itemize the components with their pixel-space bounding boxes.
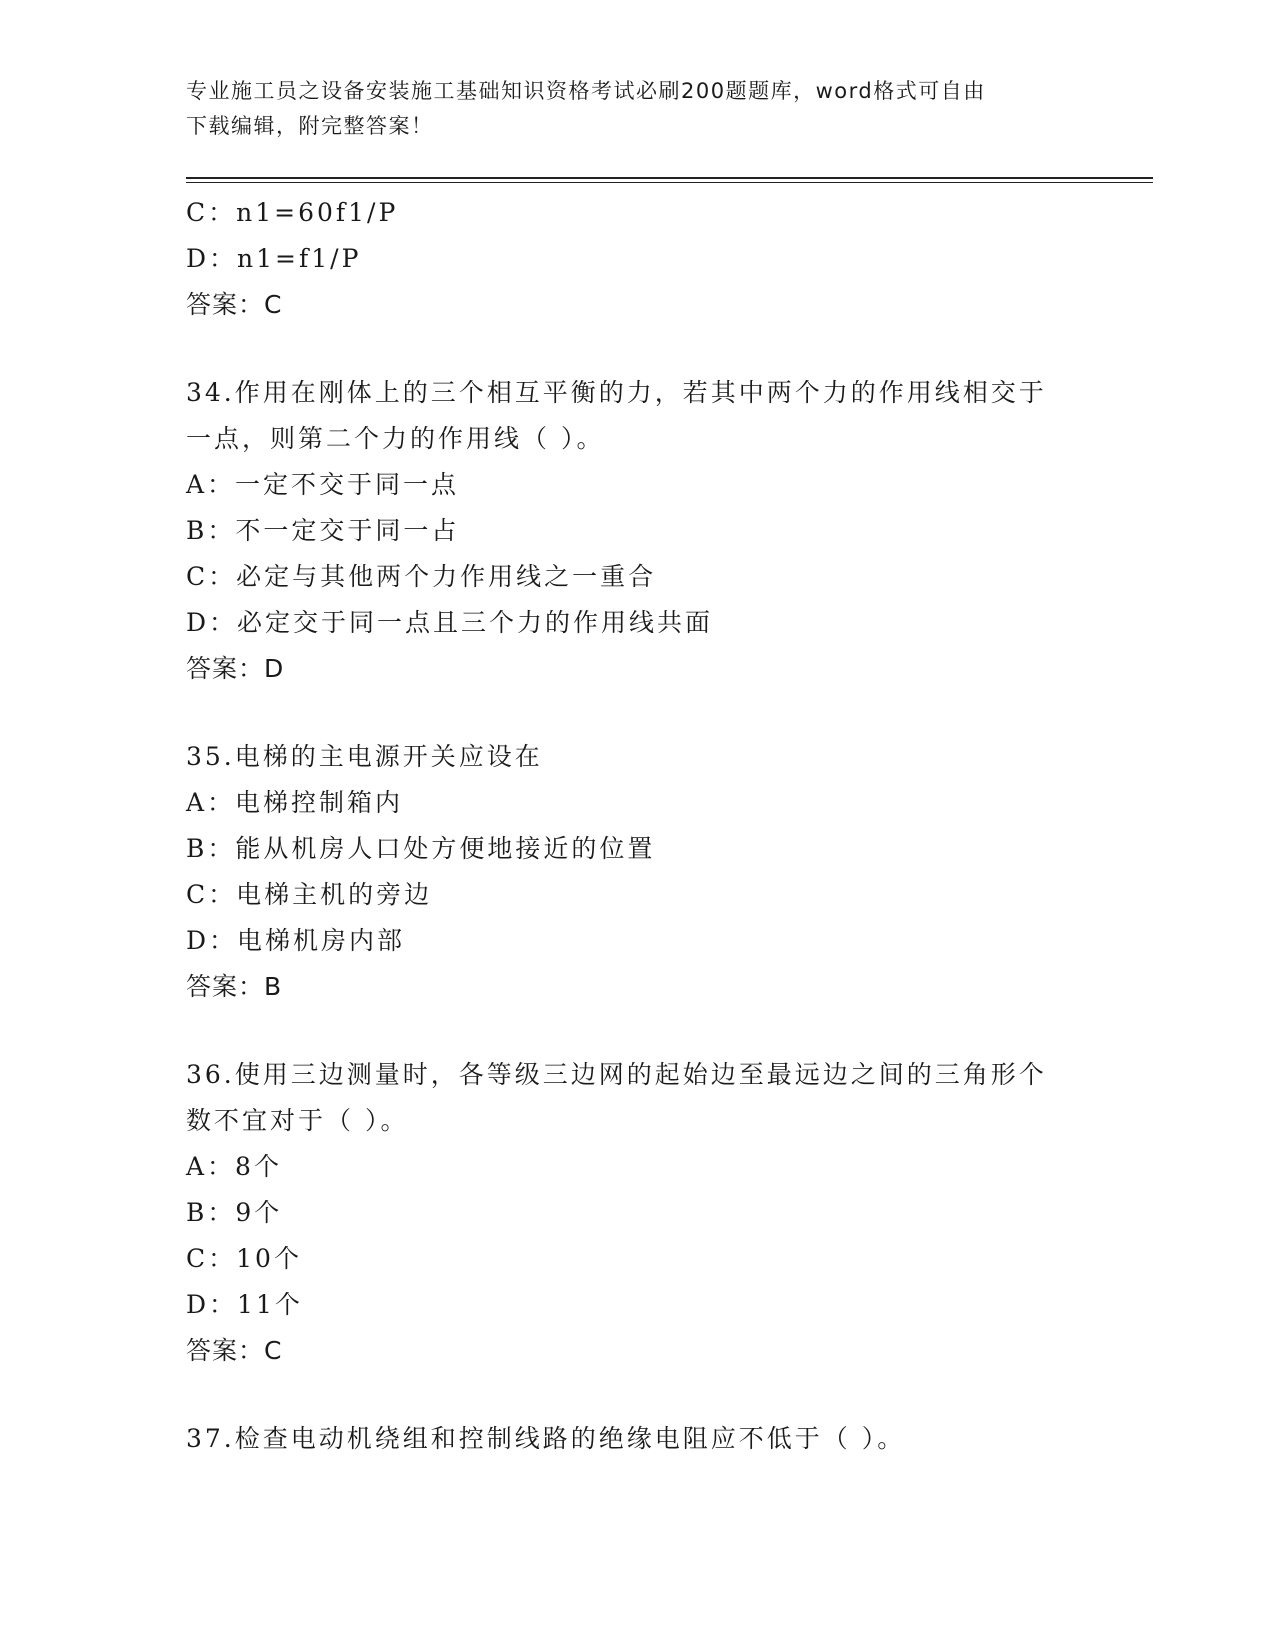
header-divider-thick — [186, 177, 1153, 179]
answer-line: 答案：B — [186, 972, 283, 1001]
header-divider-thin — [186, 182, 1153, 183]
option-d: D：电梯机房内部 — [186, 926, 406, 955]
question-36 — [186, 1052, 1086, 1374]
question-35 — [186, 734, 1086, 1010]
option-c: C：必定与其他两个力作用线之一重合 — [186, 562, 657, 591]
option-a: A：一定不交于同一点 — [186, 470, 460, 499]
option-c: C：10个 — [186, 1244, 302, 1273]
question-stem: 34.作用在刚体上的三个相互平衡的力，若其中两个力的作用线相交于 — [186, 378, 1047, 407]
option-d: D：11个 — [186, 1290, 303, 1319]
option-c: C：电梯主机的旁边 — [186, 880, 433, 909]
answer-line: 答案：C — [186, 1336, 283, 1365]
option-b: B：能从机房人口处方便地接近的位置 — [186, 834, 656, 863]
header-line-1: 专业施工员之设备安装施工基础知识资格考试必刷200题题库，word格式可自由 — [186, 79, 986, 103]
answer-line: 答案：C — [186, 290, 283, 319]
question-stem: 37.检查电动机绕组和控制线路的绝缘电阻应不低于（ ）。 — [186, 1424, 906, 1453]
option-a: A：8个 — [186, 1152, 282, 1181]
option-a: A：电梯控制箱内 — [186, 788, 404, 817]
option-b: B：不一定交于同一占 — [186, 516, 460, 545]
document-header — [186, 74, 1086, 144]
question-stem: 35.电梯的主电源开关应设在 — [186, 742, 543, 771]
header-line-2: 下载编辑，附完整答案！ — [186, 114, 434, 138]
spacer — [186, 692, 1086, 734]
question-37 — [186, 1416, 1086, 1462]
option-b: B：9个 — [186, 1198, 283, 1227]
question-34 — [186, 370, 1086, 692]
question-33-continuation — [186, 190, 1086, 328]
option-d: D：n1=f1/P — [186, 244, 362, 273]
option-d: D：必定交于同一点且三个力的作用线共面 — [186, 608, 714, 637]
answer-line: 答案：D — [186, 654, 285, 683]
question-stem: 36.使用三边测量时，各等级三边网的起始边至最远边之间的三角形个 — [186, 1060, 1047, 1089]
question-stem: 一点，则第二个力的作用线（ ）。 — [186, 424, 605, 453]
option-c: C：n1=60f1/P — [186, 198, 399, 227]
question-stem: 数不宜对于（ ）。 — [186, 1106, 409, 1135]
spacer — [186, 1010, 1086, 1052]
spacer — [186, 1374, 1086, 1416]
question-content — [186, 190, 1086, 1462]
spacer — [186, 328, 1086, 370]
